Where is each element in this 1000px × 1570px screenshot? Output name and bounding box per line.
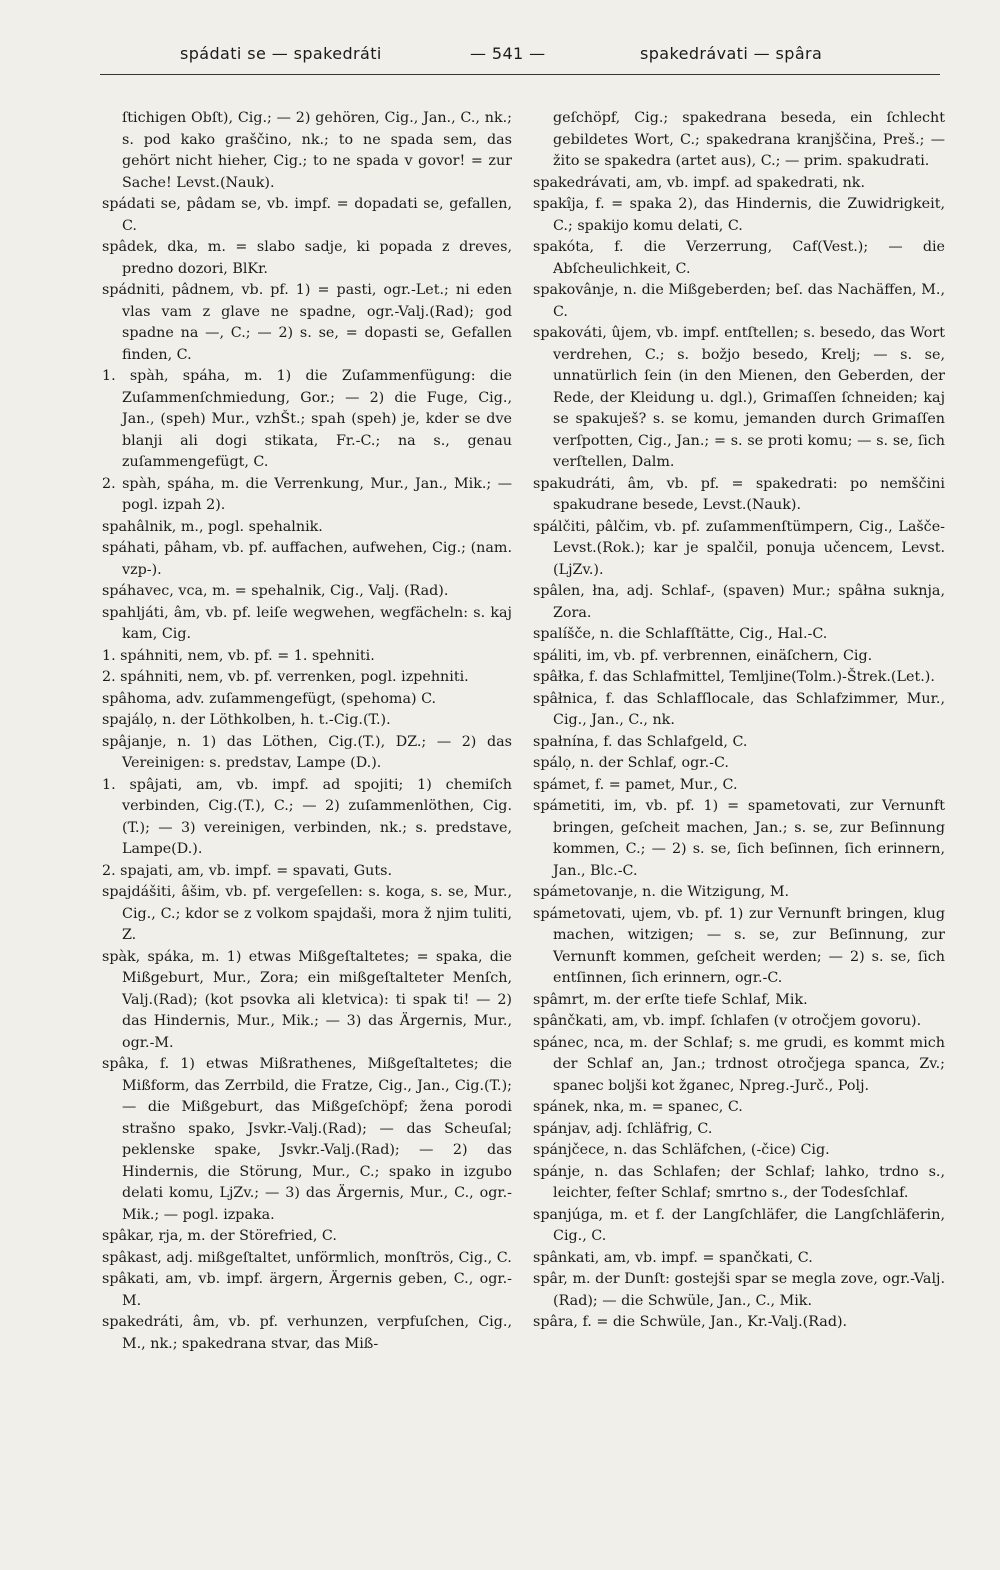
dictionary-entry: spâmrt, m. der erſte tiefe Schlaf, Mik.	[533, 991, 808, 1008]
dictionary-entry: spánjav, adj. ſchläfrig, C.	[533, 1120, 713, 1137]
dictionary-entry: spâkast, adj. mißgeſtaltet, unförmlich, monſtrös, Cig., C.	[102, 1249, 512, 1266]
dictionary-entry: spámetovati, ujem, vb. pf. 1) zur Vernunft bringen, klug machen, witzigen; — s. se, zur Beſinnung, zur Vernunft kommen, geſcheit werden; — 2) s. se, ſich entſinnen, ſich erinnern, ogr.-C.	[533, 905, 945, 986]
dictionary-entry: spâka, f. 1) etwas Mißrathenes, Mißgeſtaltetes; die Mißform, das Zerrbild, die Fratze, Cig., Jan., Cig.(T.); — die Mißgeburt, das Mißgeſchöpf; žena porodi strašno spako, Jsvkr.-Valj.(Rad); — das Scheuſal; peklenske spake, Jsvkr.-Valj.(Rad); — 2) das Hindernis, die Störung, Mur., C.; spako in izgubo delati komu, LjZv.; — 3) das Ärgernis, Mur., C., ogr.-Mik.; — pogl. izpaka.	[102, 1056, 512, 1223]
dictionary-entry: spánjčece, n. das Schläfchen, (-čice) Cig.	[533, 1142, 830, 1158]
dictionary-entry: spakedráti, âm, vb. pf. verhunzen, verpfuſchen, Cig., M., nk.; spakedrana stvar, das Miß-	[102, 1314, 512, 1352]
dictionary-entry: spâlen, łna, adj. Schlaf-, (spaven) Mur.; spâłna suknja, Zora.	[533, 583, 945, 621]
dictionary-entry: spáhavec, vca, m. = spehalnik, Cig., Valj. (Rad).	[102, 583, 449, 599]
dictionary-entry: spánec, nca, m. der Schlaf; s. me grudi, es kommt mich der Schlaf an, Jan.; trdnost otročjega spanca, Zv.; spanec boljši kot žganec, Npreg.-Jurč., Polj.	[533, 1034, 945, 1094]
dictionary-entry: 1. spâjati, am, vb. impf. ad spojiti; 1) chemiſch verbinden, Cig.(T.), C.; — 2) zuſammenlöthen, Cig.(T.); — 3) vereinigen, verbinden, nk.; s. predstave, Lampe(D.).	[102, 776, 512, 857]
dictionary-entry: spâkar, rja, m. der Störefried, C.	[102, 1228, 337, 1244]
dictionary-entry: spakovânje, n. die Mißgeberden; beſ. das Nachäffen, M., C.	[533, 282, 945, 320]
dictionary-entry: spahâlnik, m., pogl. spehalnik.	[102, 518, 323, 535]
dictionary-entry: spakudráti, âm, vb. pf. = spakedrati: po nemščini spakudrane besede, Levst.(Nauk).	[533, 475, 945, 513]
right-column	[533, 108, 945, 1334]
header-left-guide-words: spádati se — spakedráti	[180, 44, 382, 63]
dictionary-entry: 2. spajati, am, vb. impf. = spavati, Guts.	[102, 862, 393, 879]
dictionary-entry: spânkati, am, vb. impf. = spančkati, C.	[533, 1249, 813, 1266]
dictionary-entry: spálčiti, pâlčim, vb. pf. zuſammenſtümpern, Cig., Lašče-Levst.(Rok.); kar je spalčil, ponuja učencem, Levst.(LjZv.).	[533, 518, 945, 578]
dictionary-entry: spáhati, pâham, vb. pf. auffachen, aufwehen, Cig.; (nam. vzp-).	[102, 540, 512, 578]
dictionary-entry: spâłnica, f. das Schlafſlocale, das Schlafzimmer, Mur., Cig., Jan., C., nk.	[533, 690, 945, 728]
dictionary-entry: spádniti, pâdnem, vb. pf. 1) = pasti, ogr.-Let.; ni eden vlas vam z glave ne spadne, ogr.-Valj.(Rad); god spadne na —, C.; — 2) s. se, = dopasti se, Gefallen finden, C.	[102, 282, 512, 363]
dictionary-entry: spalíšče, n. die Schlafſtätte, Cig., Hal.-C.	[533, 626, 828, 642]
dictionary-entry: 1. spáhniti, nem, vb. pf. = 1. spehniti.	[102, 647, 375, 664]
dictionary-entry: geſchöpf, Cig.; spakedrana beseda, ein ſchlecht gebildetes Wort, C.; spakedrana kranjščina, Preš.; — žito se spakedra (artet aus), C.; — prim. spakudrati.	[553, 110, 945, 169]
dictionary-entry: spâkati, am, vb. impf. ärgern, Ärgernis geben, C., ogr.-M.	[102, 1271, 512, 1309]
dictionary-entry: spámetiti, im, vb. pf. 1) = spametovati, zur Vernunft bringen, geſcheit machen, Jan.; s. se, zur Beſinnung kommen, C.; — 2) s. se, ſich beſinnen, ſich erinnern, Jan., Blc.-C.	[533, 798, 945, 879]
dictionary-entry: spâr, m. der Dunſt: gostejši spar se megla zove, ogr.-Valj.(Rad); — die Schwüle, Jan., C., Mik.	[533, 1271, 945, 1309]
dictionary-entry: spàk, spáka, m. 1) etwas Mißgeſtaltetes; = spaka, die Mißgeburt, Mur., Zora; ein mißgeſtalteter Menſch, Valj.(Rad); (kot psovka ali kletvica): ti spak ti! — 2) das Hindernis, Mur., Mik.; — 3) das Ärgernis, Mur., ogr.-M.	[102, 948, 512, 1051]
dictionary-entry: spâra, f. = die Schwüle, Jan., Kr.-Valj.(Rad).	[533, 1314, 848, 1330]
dictionary-entry: spálọ, n. der Schlaf, ogr.-C.	[533, 755, 729, 771]
dictionary-entry: spanjúga, m. et f. der Langſchläfer, die Langſchläferin, Cig., C.	[533, 1206, 945, 1244]
dictionary-entry: 2. spàh, spáha, m. die Verrenkung, Mur., Jan., Mik.; — pogl. izpah 2).	[102, 475, 512, 513]
dictionary-entry: 1. spàh, spáha, m. 1) die Zuſammenfügung: die Zuſammenſchmiedung, Gor.; — 2) die Fuge, Cig., Jan., (speh) Mur., vzhŠt.; spah (speh) je, kder se dve blanji ali dogi stikata, Fr.-C.; na s., genau zuſammengefügt, C.	[102, 368, 512, 470]
dictionary-entry: spajálọ, n. der Löthkolben, h. t.-Cig.(T.).	[102, 712, 391, 728]
dictionary-entry: spâhoma, adv. zuſammengefügt, (spehoma) C.	[102, 690, 437, 707]
left-column	[102, 108, 512, 1355]
dictionary-entry: spahljáti, âm, vb. pf. leiſe wegwehen, wegfächeln: s. kaj kam, Cig.	[102, 604, 512, 642]
dictionary-entry: spakóta, f. die Verzerrung, Caf(Vest.); — die Abſcheulichkeit, C.	[533, 239, 945, 277]
dictionary-entry: spánje, n. das Schlafen; der Schlaf; lahko, trdno s., leichter, feſter Schlaf; smrtno s., der Todesſchlaf.	[533, 1163, 945, 1201]
dictionary-entry: spâłka, f. das Schlafmittel, Temljine(Tolm.)-Štrek.(Let.).	[533, 669, 935, 685]
dictionary-entry: spânčkati, am, vb. impf. ſchlafen (v otročjem govoru).	[533, 1013, 922, 1029]
dictionary-entry: spakedrávati, am, vb. impf. ad spakedrati, nk.	[533, 174, 865, 191]
dictionary-entry: spádati se, pâdam se, vb. impf. = dopadati se, gefallen, C.	[102, 196, 512, 234]
dictionary-entry: spakîja, f. = spaka 2), das Hindernis, die Zuwidrigkeit, C.; spakijo komu delati, C.	[533, 196, 945, 234]
running-header	[100, 44, 890, 72]
dictionary-entry: spámet, f. = pamet, Mur., C.	[533, 776, 738, 793]
header-rule	[100, 74, 940, 75]
page-number: — 541 —	[470, 44, 546, 63]
dictionary-entry: spámetovanje, n. die Witzigung, M.	[533, 884, 790, 900]
dictionary-entry: 2. spáhniti, nem, vb. pf. verrenken, pogl. izpehniti.	[102, 669, 469, 685]
dictionary-entry: spâjanje, n. 1) das Löthen, Cig.(T.), DZ.; — 2) das Vereinigen: s. predstav, Lampe (D.).	[102, 733, 512, 771]
dictionary-entry: spâdek, dka, m. = slabo sadje, ki popada z dreves, predno dozori, BlKr.	[102, 239, 512, 277]
header-right-guide-words: spakedrávati — spâra	[640, 44, 823, 63]
dictionary-entry: spajdášiti, âšim, vb. pf. vergeſellen: s. koga, s. se, Mur., Cig., C.; kdor se z volkom spajdaši, mora ž njim tuliti, Z.	[102, 884, 512, 943]
dictionary-entry: spakováti, ûjem, vb. impf. entſtellen; s. besedo, das Wort verdrehen, C.; s. božjo besedo, Krelj; — s. se, unnatürlich ſein (in den Mienen, den Geberden, der Rede, der Kleidung u. dgl.), Grimaſſen ſchneiden; kaj se spakuješ? s. se komu, jemanden durch Grimaſſen verſpotten, Cig., Jan.; = s. se proti komu; — s. se, ſich verſtellen, Dalm.	[533, 325, 945, 470]
dictionary-entry: spánek, nka, m. = spanec, C.	[533, 1099, 743, 1115]
dictionary-entry: spáliti, im, vb. pf. verbrennen, einäſchern, Cig.	[533, 647, 873, 664]
dictionary-entry: ſtichigen Obſt), Cig.; — 2) gehören, Cig., Jan., C., nk.; s. pod kako graščino, nk.; to ne spada sem, das gehört nicht hieher, Cig.; to ne spada v govor! = zur Sache! Levst.(Nauk).	[122, 110, 512, 191]
dictionary-entry: spałnína, f. das Schlafgeld, C.	[533, 733, 748, 750]
